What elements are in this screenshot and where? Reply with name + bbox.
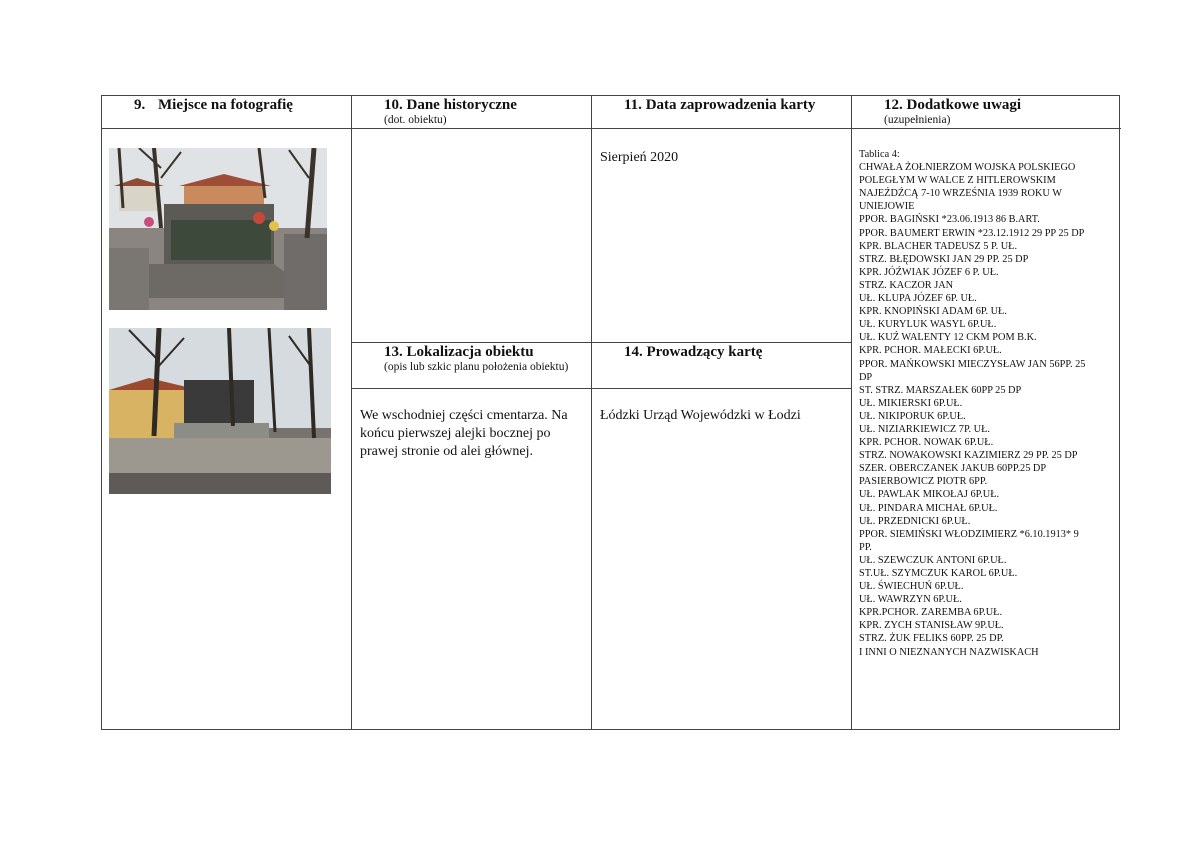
column-number: 12. [884, 97, 903, 113]
column-subtitle: (uzupełnienia) [884, 114, 951, 126]
section-number: 14. [624, 344, 643, 360]
date-value: Sierpień 2020 [600, 150, 679, 165]
notes-line: PPOR. SIEMIŃSKI WŁODZIMIERZ *6.10.1913* 9 [859, 528, 1079, 540]
form-table [101, 95, 1120, 730]
card-author: Łódzki Urząd Wojewódzki w Łodzi [600, 408, 801, 423]
notes-line: I INNI O NIEZNANYCH NAZWISKACH [859, 646, 1039, 658]
notes-line: STRZ. ŻUK FELIKS 60PP. 25 DP. [859, 633, 1004, 645]
section-header-author [624, 344, 762, 361]
header-divider [102, 128, 1121, 129]
column-divider [591, 96, 592, 729]
notes-line: STRZ. KACZOR JAN [859, 279, 954, 291]
notes-line: UNIEJOWIE [859, 201, 915, 213]
notes-line: PPOR. MAŃKOWSKI MIECZYSŁAW JAN 56PP. 25 [859, 358, 1086, 370]
section-divider [351, 388, 851, 389]
section-title: Prowadzący kartę [646, 344, 763, 360]
column-header-historical [384, 97, 517, 114]
cemetery-photo-2 [109, 328, 331, 494]
section-header-location [384, 344, 534, 361]
notes-line: STRZ. NOWAKOWSKI KAZIMIERZ 29 PP. 25 DP [859, 450, 1078, 462]
notes-line: NAJEŹDŹCĄ 7-10 WRZEŚNIA 1939 ROKU W [859, 188, 1062, 200]
notes-line: ST. STRZ. MARSZAŁEK 60PP 25 DP [859, 384, 1022, 396]
notes-line: STRZ. BŁĘDOWSKI JAN 29 PP. 25 DP [859, 253, 1029, 265]
notes-line: UŁ. PRZEDNICKI 6P.UŁ. [859, 515, 971, 527]
notes-line: ST.UŁ. SZYMCZUK KAROL 6P.UŁ. [859, 568, 1018, 579]
notes-line: CHWAŁA ŻOŁNIERZOM WOJSKA POLSKIEGO [859, 162, 1076, 174]
column-header-date [624, 97, 815, 114]
column-title: Data zaprowadzenia karty [645, 97, 816, 113]
notes-line: DP [859, 371, 873, 383]
column-header-photo [134, 97, 293, 114]
notes-line: UŁ. MIKIERSKI 6P.UŁ. [859, 397, 963, 409]
notes-line: PP. [859, 541, 872, 553]
cemetery-photo-1 [109, 148, 327, 310]
notes-line: POLEGŁYM W WALCE Z HITLEROWSKIM [859, 175, 1056, 187]
notes-line: KPR.PCHOR. ZAREMBA 6P.UŁ. [859, 607, 1003, 619]
notes-line: UŁ. KURYLUK WASYL 6P.UŁ. [859, 319, 997, 331]
notes-list [859, 148, 1117, 659]
notes-line: KPR. KNOPIŃSKI ADAM 6P. UŁ. [859, 306, 1007, 318]
notes-line: UŁ. NIKIPORUK 6P.UŁ. [859, 410, 966, 422]
section-number: 13. [384, 344, 403, 360]
column-subtitle: (dot. obiektu) [384, 114, 447, 126]
notes-line: UŁ. PINDARA MICHAŁ 6P.UŁ. [859, 502, 998, 514]
notes-line: UŁ. KUŹ WALENTY 12 CKM POM B.K. [859, 332, 1037, 344]
notes-line: KPR. BLACHER TADEUSZ 5 P. UŁ. [859, 240, 1018, 252]
column-title: Miejsce na fotografię [158, 97, 293, 113]
notes-line: UŁ. ŚWIECHUŃ 6P.UŁ. [859, 581, 964, 593]
section-divider [351, 342, 851, 343]
section-subtitle: (opis lub szkic planu położenia obiektu) [384, 361, 569, 373]
column-divider [351, 96, 352, 729]
notes-line: SZER. OBERCZANEK JAKUB 60PP.25 DP [859, 463, 1047, 475]
notes-line: UŁ. WAWRZYN 6P.UŁ. [859, 594, 962, 606]
notes-line: UŁ. PAWLAK MIKOŁAJ 6P.UŁ. [859, 489, 1000, 501]
column-divider [851, 96, 852, 729]
notes-line: UŁ. NIZIARKIEWICZ 7P. UŁ. [859, 423, 990, 435]
column-title: Dane historyczne [406, 97, 517, 113]
column-number: 10. [384, 97, 403, 113]
notes-line: KPR. PCHOR. MAŁECKI 6P.UŁ. [859, 345, 1002, 357]
column-header-notes [884, 97, 1021, 114]
notes-line: UŁ. SZEWCZUK ANTONI 6P.UŁ. [859, 554, 1007, 566]
column-number: 9. [134, 97, 146, 113]
location-description: We wschodniej części cmentarza. Na końcu pierwszej alejki bocznej po prawej stronie od alei głównej. [360, 408, 568, 459]
notes-line: Tablica 4: [859, 149, 900, 160]
notes-line: PPOR. BAGIŃSKI *23.06.1913 86 B.ART. [859, 214, 1040, 226]
notes-line: UŁ. KLUPA JÓZEF 6P. UŁ. [859, 293, 977, 305]
section-title: Lokalizacja obiektu [406, 344, 534, 360]
notes-line: PASIERBOWICZ PIOTR 6PP. [859, 476, 988, 488]
notes-line: PPOR. BAUMERT ERWIN *23.12.1912 29 PP 25 DP [859, 227, 1085, 239]
column-title: Dodatkowe uwagi [906, 97, 1022, 113]
notes-line: KPR. PCHOR. NOWAK 6P.UŁ. [859, 437, 994, 449]
column-number: 11. [624, 97, 642, 113]
notes-line: KPR. ZYCH STANISŁAW 9P.UŁ. [859, 620, 1004, 632]
notes-line: KPR. JÓŹWIAK JÓZEF 6 P. UŁ. [859, 266, 999, 278]
